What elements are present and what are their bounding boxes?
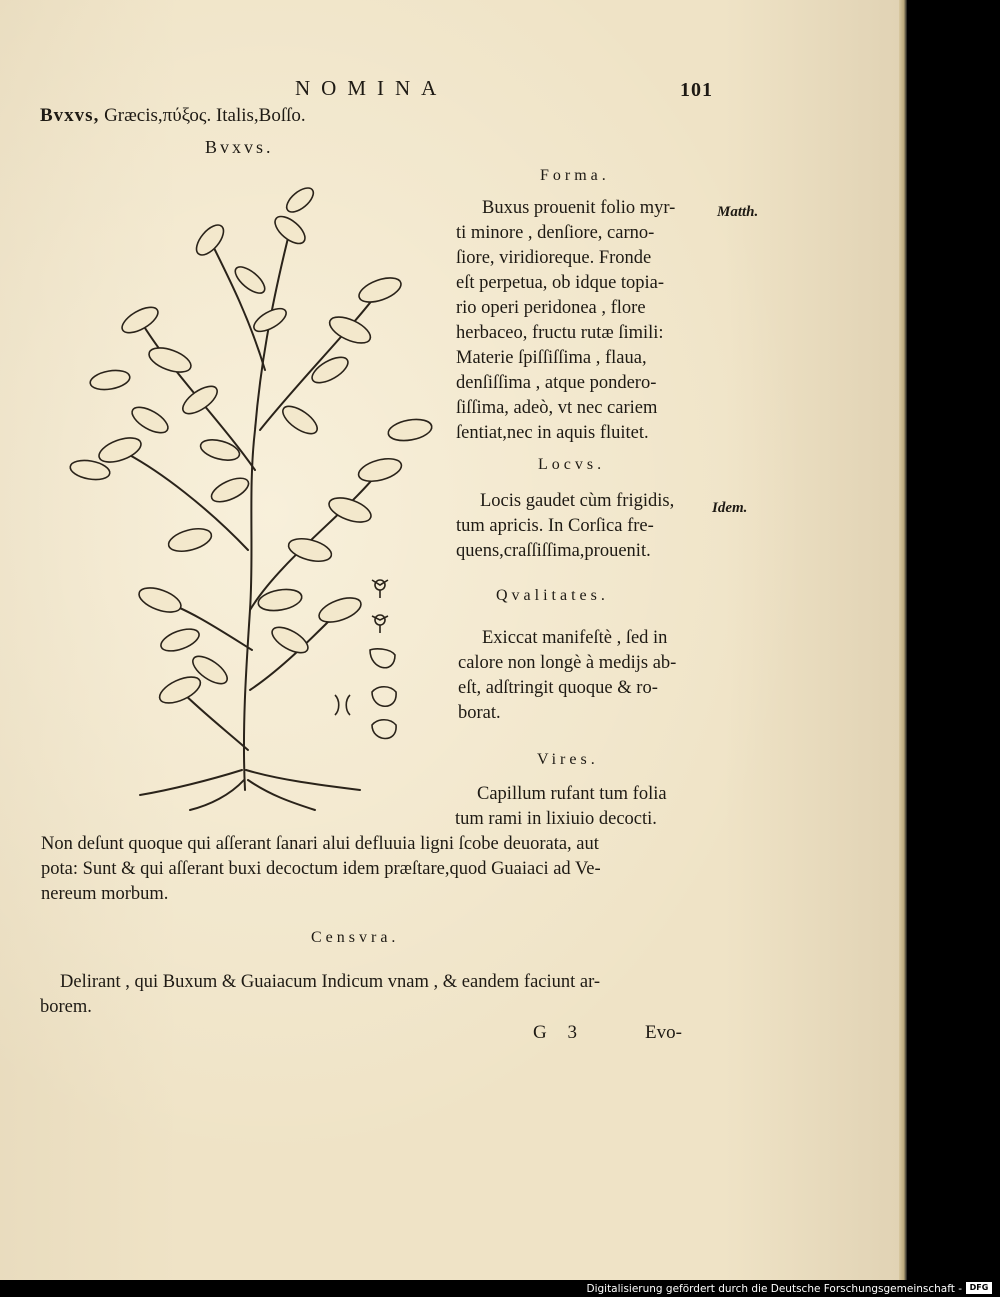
vires-line: Capillum rufant tum folia xyxy=(477,784,667,804)
qualitates-text xyxy=(458,626,677,726)
qualitates-line: borat. xyxy=(458,703,501,723)
section-heading-forma: Forma. xyxy=(540,167,610,184)
section-heading-qualitates: Qvalitates. xyxy=(496,587,609,604)
vires-text xyxy=(41,782,667,907)
forma-line: denſiſſima , atque pondero- xyxy=(456,373,657,393)
section-heading-censura: Censvra. xyxy=(311,929,400,946)
boxwood-tree-woodcut-icon xyxy=(50,170,450,820)
vires-line: nereum morbum. xyxy=(41,884,169,904)
qualitates-line: Exiccat manifeſtè , ſed in xyxy=(482,628,668,648)
locus-line: quens,craſſiſſima,prouenit. xyxy=(456,541,651,561)
forma-line: ti minore , denſiore, carno- xyxy=(456,223,655,243)
margin-note-forma: Matth. xyxy=(717,204,759,220)
forma-line: eſt perpetua, ob idque topia- xyxy=(456,273,665,293)
censura-text xyxy=(40,970,601,1020)
entry-heading xyxy=(40,105,306,127)
catchword: Evo- xyxy=(645,1022,682,1043)
footer-credit: Digitalisierung gefördert durch die Deutsche Forschungsgemeinschaft - xyxy=(586,1283,962,1295)
figure-caption: Bvxvs. xyxy=(205,137,274,157)
vires-line: pota: Sunt & qui aſſerant buxi decoctum idem præſtare,quod Guaiaci ad Ve- xyxy=(41,859,601,879)
forma-line: Materie ſpiſſiſſima , flaua, xyxy=(456,348,647,368)
forma-line: ſiore, viridioreque. Fronde xyxy=(456,248,652,268)
locus-line: Locis gaudet cùm frigidis, xyxy=(480,491,675,511)
entry-synonyms: Græcis,πύξος. Italis,Boſſo. xyxy=(99,105,306,126)
dfg-logo-icon: DFG xyxy=(966,1282,992,1294)
forma-line: ſiſſima, adeò, vt nec cariem xyxy=(456,398,658,418)
forma-line: rio operi peridonea , flore xyxy=(456,298,646,318)
locus-line: tum apricis. In Corſica fre- xyxy=(456,516,654,536)
forma-text xyxy=(456,196,676,446)
section-heading-vires: Vires. xyxy=(537,751,599,768)
running-head: NOMINA xyxy=(295,76,448,100)
section-heading-locus: Locvs. xyxy=(538,456,606,473)
qualitates-line: calore non longè à medijs ab- xyxy=(458,653,677,673)
locus-text xyxy=(456,489,675,564)
signature-mark: G 3 xyxy=(533,1022,585,1043)
forma-line: Buxus prouenit folio myr- xyxy=(482,198,676,218)
vires-line: tum rami in lixiuio decocti. xyxy=(455,809,657,829)
vires-line: Non deſunt quoque qui aſſerant ſanari alui defluuia ligni ſcobe deuorata, aut xyxy=(41,834,599,854)
censura-line: Delirant , qui Buxum & Guaiacum Indicum vnam , & eandem faciunt ar- xyxy=(60,972,601,992)
page-number: 101 xyxy=(680,79,713,101)
qualitates-line: eſt, adſtringit quoque & ro- xyxy=(458,678,658,698)
page-edge xyxy=(899,0,907,1280)
entry-name: Bvxvs, xyxy=(40,105,100,126)
forma-line: ſentiat,nec in aquis fluitet. xyxy=(456,423,649,443)
margin-note-locus: Idem. xyxy=(712,500,748,516)
forma-line: herbaceo, fructu rutæ ſimili: xyxy=(456,323,664,343)
censura-line: borem. xyxy=(40,997,92,1017)
